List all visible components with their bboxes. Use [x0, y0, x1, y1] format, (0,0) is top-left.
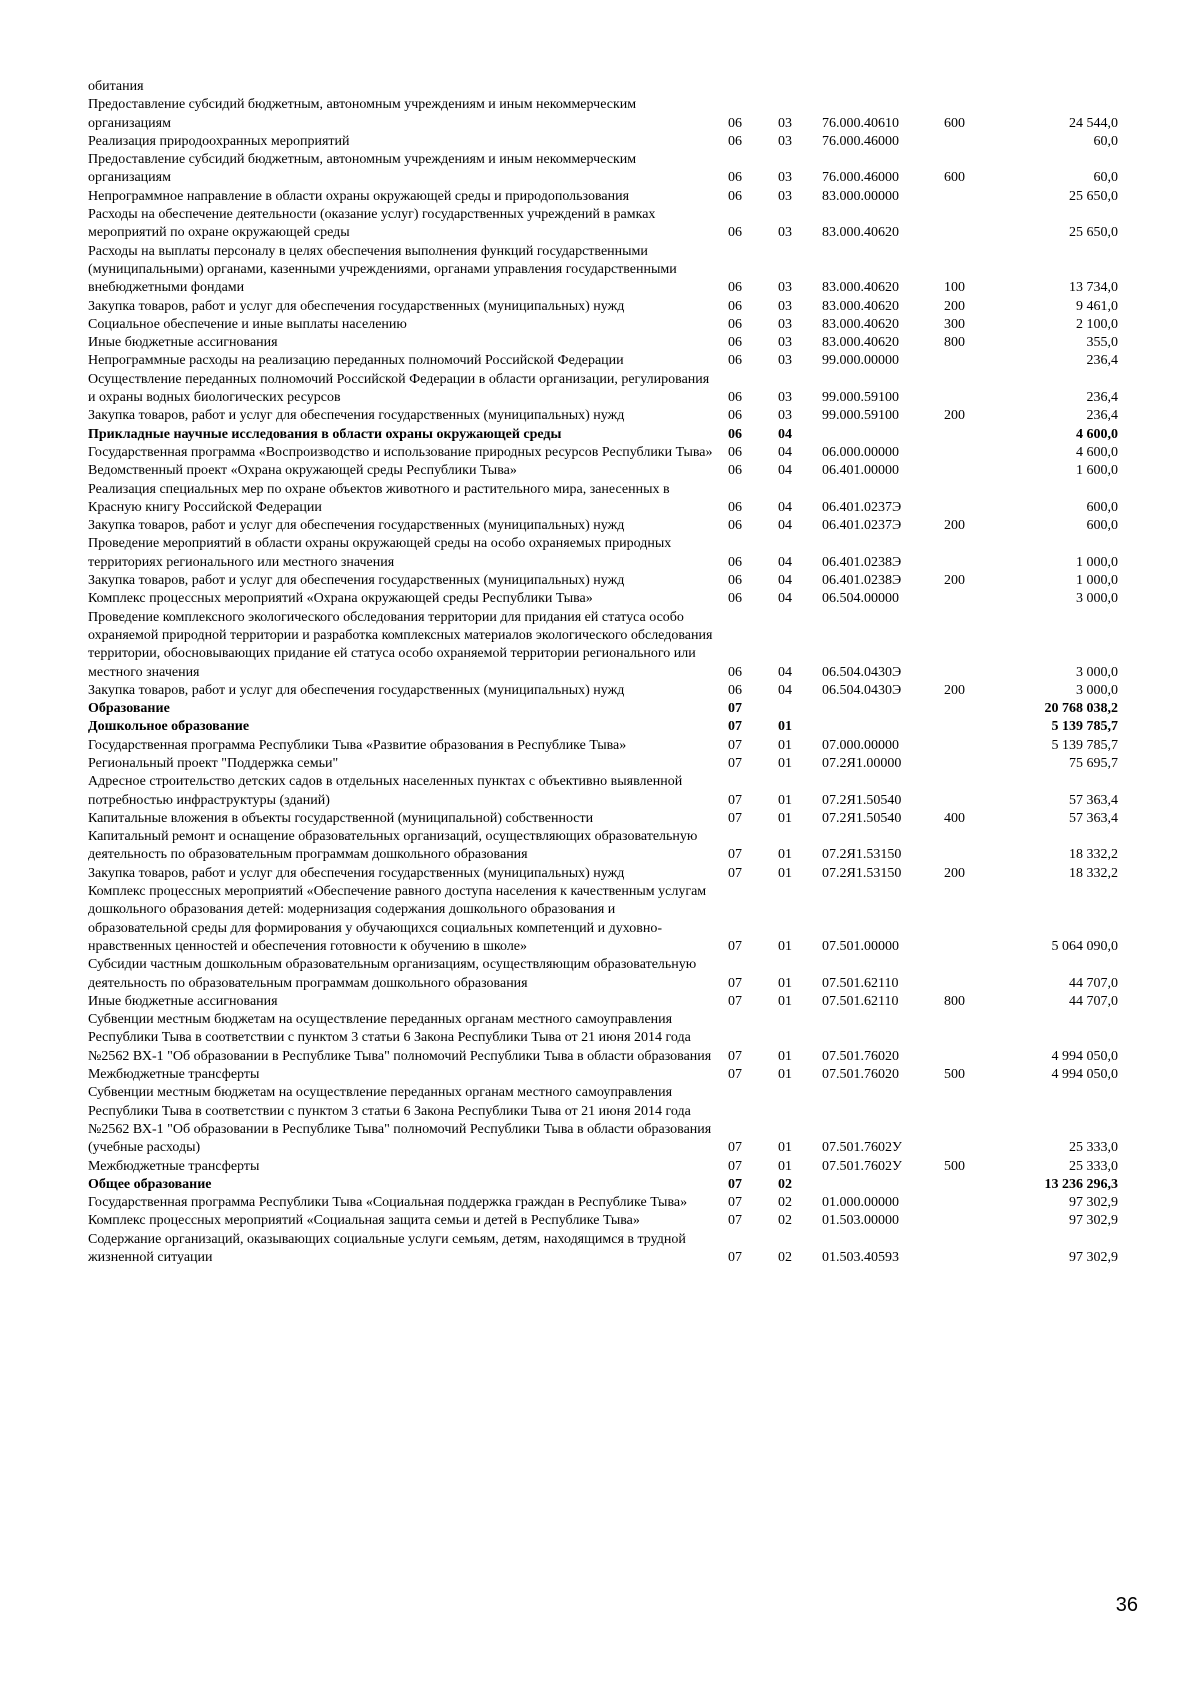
row-target-article-code: 07.2Я1.50540	[822, 792, 902, 808]
row-name: Государственная программа Республики Тыва «Социальная поддержка граждан в Республике Тыва»	[88, 1195, 688, 1211]
row-name: Образование	[88, 701, 170, 717]
row-target-article-code	[822, 78, 938, 96]
row-expense-type-code	[938, 737, 998, 755]
row-amount: 1 600,0	[1076, 463, 1118, 479]
row-name: Реализация специальных мер по охране объектов животного и растительного мира, занесенных в Красную книгу Российской Федерации	[88, 481, 670, 515]
row-amount: 600,0	[1086, 518, 1118, 534]
row-section-code: 07	[728, 975, 742, 991]
row-subsection-code: 03	[778, 298, 792, 314]
row-expense-type-code: 500	[944, 1067, 965, 1083]
row-expense-type-code	[938, 1084, 998, 1157]
row-section-code: 06	[728, 170, 742, 186]
row-name: Расходы на обеспечение деятельности (оказание услуг) государственных учреждений в рамках мероприятий по охране окружающей среды	[88, 207, 656, 241]
row-subsection-code: 01	[778, 737, 792, 753]
row-section-code: 07	[728, 1140, 742, 1156]
row-expense-type-code: 600	[944, 170, 965, 186]
row-expense-type-code	[938, 609, 998, 682]
row-name: Прикладные научные исследования в области охраны окружающей среды	[88, 426, 562, 442]
table-row	[88, 572, 1118, 590]
row-target-article-code	[822, 700, 938, 718]
row-subsection-code: 04	[778, 444, 792, 460]
row-name: Предоставление субсидий бюджетным, автономным учреждениям и иным некоммерческим организациям	[88, 152, 637, 186]
row-subsection-code: 03	[778, 115, 792, 131]
row-target-article-code: 06.401.00000	[822, 463, 899, 479]
row-expense-type-code	[938, 481, 998, 518]
row-subsection-code: 01	[778, 1140, 792, 1156]
row-target-article-code: 99.000.00000	[822, 353, 899, 369]
row-name: Комплекс процессных мероприятий «Социальная защита семьи и детей в Республике Тыва»	[88, 1213, 640, 1229]
row-expense-type-code: 200	[944, 865, 965, 881]
row-target-article-code: 07.501.76020	[822, 1067, 899, 1083]
row-expense-type-code	[938, 828, 998, 865]
table-row	[88, 1194, 1118, 1212]
row-amount: 600,0	[1086, 499, 1118, 515]
row-amount: 97 302,9	[1069, 1195, 1118, 1211]
row-amount: 4 994 050,0	[1051, 1067, 1118, 1083]
row-amount: 57 363,4	[1069, 792, 1118, 808]
row-section-code: 07	[728, 1158, 742, 1174]
row-amount: 18 332,2	[1069, 847, 1118, 863]
row-subsection-code: 03	[778, 188, 792, 204]
row-amount: 5 139 785,7	[1051, 719, 1118, 735]
row-subsection-code: 01	[778, 975, 792, 991]
row-name: Ведомственный проект «Охрана окружающей среды Республики Тыва»	[88, 463, 517, 479]
row-name: Капитальные вложения в объекты государственной (муниципальной) собственности	[88, 810, 594, 826]
row-target-article-code: 06.401.0238Э	[822, 554, 902, 570]
row-expense-type-code	[938, 371, 998, 408]
row-amount: 25 650,0	[1069, 188, 1118, 204]
row-expense-type-code: 200	[944, 408, 965, 424]
row-name: Содержание организаций, оказывающих социальные услуги семьям, детям, находящимся в трудной жизненной ситуации	[88, 1231, 686, 1265]
row-expense-type-code	[938, 188, 998, 206]
row-target-article-code: 07.2Я1.00000	[822, 755, 902, 771]
row-subsection-code: 04	[778, 499, 792, 515]
row-name: Региональный проект "Поддержка семьи"	[88, 755, 339, 771]
row-expense-type-code	[938, 426, 998, 444]
table-row	[88, 718, 1118, 736]
row-amount: 24 544,0	[1069, 115, 1118, 131]
row-expense-type-code: 600	[944, 115, 965, 131]
row-target-article-code: 06.000.00000	[822, 444, 899, 460]
row-target-article-code: 07.501.62110	[822, 975, 899, 991]
row-amount: 3 000,0	[1076, 682, 1118, 698]
row-subsection-code: 03	[778, 408, 792, 424]
row-target-article-code	[822, 718, 938, 736]
table-row	[88, 755, 1118, 773]
row-section-code: 06	[728, 316, 742, 332]
row-section-code: 07	[728, 847, 742, 863]
row-subsection-code: 02	[778, 1176, 792, 1192]
row-subsection-code: 04	[778, 591, 792, 607]
row-section-code: 06	[728, 280, 742, 296]
table-row	[88, 371, 1118, 408]
row-subsection-code: 04	[778, 426, 792, 442]
table-row	[88, 1158, 1118, 1176]
row-section-code: 06	[728, 426, 742, 442]
row-expense-type-code	[938, 590, 998, 608]
row-target-article-code: 07.2Я1.50540	[822, 810, 902, 826]
row-section-code: 06	[728, 518, 742, 534]
row-target-article-code: 83.000.40620	[822, 298, 899, 314]
table-row	[88, 1066, 1118, 1084]
row-subsection-code: 01	[778, 810, 792, 826]
row-target-article-code: 06.504.00000	[822, 591, 899, 607]
row-subsection-code: 01	[778, 993, 792, 1009]
row-name: Государственная программа «Воспроизводство и использование природных ресурсов Республики Тыва»	[88, 444, 713, 460]
row-name: Закупка товаров, работ и услуг для обеспечения государственных (муниципальных) нужд	[88, 408, 625, 424]
row-name: Комплекс процессных мероприятий «Обеспечение равного доступа населения к качественным услугам дошкольного образования детей: модернизация содержания дошкольного образования и образовательной среды для формирования у обучающихся социальных компетенций и духовно-нравственных ценностей и обеспечения готовности к обучению в школе»	[88, 884, 707, 954]
table-row	[88, 535, 1118, 572]
row-amount: 1 000,0	[1076, 554, 1118, 570]
row-expense-type-code: 800	[944, 993, 965, 1009]
row-target-article-code: 07.501.7602У	[822, 1158, 902, 1174]
row-name: Дошкольное образование	[88, 719, 250, 735]
budget-table	[88, 78, 1118, 1267]
row-subsection-code: 04	[778, 463, 792, 479]
table-row	[88, 151, 1118, 188]
row-target-article-code: 99.000.59100	[822, 408, 899, 424]
table-row	[88, 956, 1118, 993]
row-section-code: 06	[728, 225, 742, 241]
row-expense-type-code	[938, 773, 998, 810]
row-subsection-code: 04	[778, 664, 792, 680]
row-target-article-code: 01.503.00000	[822, 1213, 899, 1229]
row-name: Адресное строительство детских садов в отдельных населенных пунктах с объективно выявленной потребностью инфраструктуры (зданий)	[88, 774, 683, 808]
row-section-code: 07	[728, 737, 742, 753]
table-row	[88, 737, 1118, 755]
row-subsection-code: 01	[778, 938, 792, 954]
row-name: Субсидии частным дошкольным образовательным организациям, осуществляющим образовательную деятельность по образовательным программам дошкольного образования	[88, 957, 697, 991]
row-subsection-code: 01	[778, 1048, 792, 1064]
row-amount: 97 302,9	[1069, 1213, 1118, 1229]
row-target-article-code: 76.000.46000	[822, 170, 899, 186]
row-expense-type-code	[938, 1231, 998, 1268]
row-target-article-code	[822, 426, 938, 444]
row-expense-type-code: 200	[944, 573, 965, 589]
row-amount: 4 600,0	[1076, 444, 1118, 460]
row-target-article-code: 01.503.40593	[822, 1250, 899, 1265]
row-section-code: 06	[728, 444, 742, 460]
row-expense-type-code: 400	[944, 810, 965, 826]
row-target-article-code: 76.000.46000	[822, 133, 899, 149]
row-section-code: 06	[728, 390, 742, 406]
row-subsection-code: 01	[778, 1067, 792, 1083]
table-row	[88, 1212, 1118, 1230]
row-name: Комплекс процессных мероприятий «Охрана окружающей среды Республики Тыва»	[88, 591, 593, 607]
row-name: Субвенции местным бюджетам на осуществление переданных органам местного самоуправления Республики Тыва в соответствии с пунктом 3 статьи 6 Закона Республики Тыва от 21 июня 2014 года №2562 ВХ-1 "Об образовании в Республике Тыва" полномочий Республики Тыва в области образования (учебные расходы)	[88, 1085, 712, 1156]
row-section-code: 07	[728, 1176, 742, 1192]
row-subsection-code	[774, 78, 822, 96]
row-amount: 4 994 050,0	[1051, 1048, 1118, 1064]
row-target-article-code: 99.000.59100	[822, 390, 899, 406]
row-expense-type-code	[938, 78, 998, 96]
row-amount: 2 100,0	[1076, 316, 1118, 332]
table-row	[88, 444, 1118, 462]
row-name: Межбюджетные трансферты	[88, 1067, 260, 1083]
table-row	[88, 316, 1118, 334]
row-section-code: 06	[728, 408, 742, 424]
row-name: Закупка товаров, работ и услуг для обеспечения государственных (муниципальных) нужд	[88, 573, 625, 589]
row-name: Межбюджетные трансферты	[88, 1158, 260, 1174]
row-target-article-code: 07.000.00000	[822, 737, 899, 753]
row-name: Капитальный ремонт и оснащение образовательных организаций, осуществляющих образовательную деятельность по образовательным программам дошкольного образования	[88, 829, 698, 863]
row-amount: 44 707,0	[1069, 993, 1118, 1009]
table-row	[88, 773, 1118, 810]
row-expense-type-code: 800	[944, 335, 965, 351]
row-expense-type-code: 100	[944, 280, 965, 296]
row-target-article-code: 01.000.00000	[822, 1195, 899, 1211]
table-row	[88, 1176, 1118, 1194]
row-expense-type-code	[938, 535, 998, 572]
row-section-code: 07	[728, 701, 742, 717]
row-name: обитания	[88, 79, 144, 94]
row-name: Закупка товаров, работ и услуг для обеспечения государственных (муниципальных) нужд	[88, 682, 625, 698]
row-expense-type-code: 500	[944, 1158, 965, 1174]
row-subsection-code: 04	[778, 518, 792, 534]
row-amount: 3 000,0	[1076, 591, 1118, 607]
row-expense-type-code	[938, 444, 998, 462]
row-name: Государственная программа Республики Тыва «Развитие образования в Республике Тыва»	[88, 737, 627, 753]
row-section-code: 07	[728, 1213, 742, 1229]
row-section-code: 06	[728, 335, 742, 351]
row-section-code: 06	[728, 353, 742, 369]
row-name: Предоставление субсидий бюджетным, автономным учреждениям и иным некоммерческим организациям	[88, 97, 637, 131]
row-section-code: 06	[728, 298, 742, 314]
row-subsection-code: 03	[778, 280, 792, 296]
row-expense-type-code	[938, 700, 998, 718]
row-section-code: 06	[728, 591, 742, 607]
row-subsection-code: 04	[778, 554, 792, 570]
page-number: 36	[1115, 1594, 1138, 1616]
row-amount: 5 139 785,7	[1051, 737, 1118, 753]
table-row	[88, 517, 1118, 535]
row-amount: 236,4	[1086, 353, 1118, 369]
row-section-code: 06	[728, 664, 742, 680]
table-row	[88, 1011, 1118, 1066]
row-subsection-code: 03	[778, 170, 792, 186]
row-name: Иные бюджетные ассигнования	[88, 993, 278, 1009]
row-section-code: 06	[728, 133, 742, 149]
row-section-code: 07	[728, 810, 742, 826]
row-section-code: 07	[728, 1195, 742, 1211]
table-row	[88, 993, 1118, 1011]
row-subsection-code: 04	[778, 573, 792, 589]
row-name: Реализация природоохранных мероприятий	[88, 133, 350, 149]
row-target-article-code: 07.501.7602У	[822, 1140, 902, 1156]
table-row	[88, 700, 1118, 718]
row-name: Непрограммные расходы на реализацию переданных полномочий Российской Федерации	[88, 353, 624, 369]
budget-table-body	[88, 78, 1118, 1267]
row-section-code: 07	[728, 1048, 742, 1064]
row-section-code: 07	[728, 719, 742, 735]
row-subsection-code: 03	[778, 335, 792, 351]
row-target-article-code: 83.000.40620	[822, 225, 899, 241]
row-amount: 60,0	[1093, 170, 1118, 186]
row-subsection-code: 03	[778, 225, 792, 241]
table-row	[88, 810, 1118, 828]
table-row	[88, 78, 1118, 96]
row-name: Иные бюджетные ассигнования	[88, 335, 278, 351]
row-target-article-code: 83.000.40620	[822, 280, 899, 296]
row-subsection-code: 03	[778, 133, 792, 149]
row-expense-type-code	[938, 1176, 998, 1194]
row-target-article-code: 07.501.00000	[822, 938, 899, 954]
table-row	[88, 462, 1118, 480]
row-subsection-code: 01	[778, 755, 792, 771]
row-section-code: 06	[728, 499, 742, 515]
row-section-code: 06	[728, 115, 742, 131]
row-expense-type-code	[938, 1212, 998, 1230]
row-subsection-code: 01	[778, 865, 792, 881]
row-target-article-code: 83.000.00000	[822, 188, 899, 204]
row-subsection-code: 01	[778, 847, 792, 863]
row-target-article-code: 06.401.0238Э	[822, 573, 902, 589]
row-name: Проведение мероприятий в области охраны окружающей среды на особо охраняемых природных территориях регионального или местного значения	[88, 536, 672, 570]
row-amount	[998, 78, 1118, 96]
row-expense-type-code	[938, 1194, 998, 1212]
row-subsection-code: 02	[778, 1195, 792, 1211]
row-expense-type-code	[938, 206, 998, 243]
row-amount: 13 734,0	[1069, 280, 1118, 296]
row-target-article-code: 07.501.76020	[822, 1048, 899, 1064]
row-expense-type-code	[938, 755, 998, 773]
row-expense-type-code	[938, 956, 998, 993]
table-row	[88, 407, 1118, 425]
row-subsection-code	[774, 700, 822, 718]
row-section-code: 07	[728, 1067, 742, 1083]
row-amount: 3 000,0	[1076, 664, 1118, 680]
row-name: Субвенции местным бюджетам на осуществление переданных органам местного самоуправления Республики Тыва в соответствии с пунктом 3 статьи 6 Закона Республики Тыва от 21 июня 2014 года №2562 ВХ-1 "Об образовании в Республике Тыва" полномочий Республики Тыва в области образования	[88, 1012, 712, 1064]
row-name: Закупка товаров, работ и услуг для обеспечения государственных (муниципальных) нужд	[88, 298, 625, 314]
row-expense-type-code	[938, 352, 998, 370]
row-target-article-code: 06.401.0237Э	[822, 518, 902, 534]
table-row	[88, 828, 1118, 865]
row-subsection-code: 03	[778, 316, 792, 332]
row-section-code: 06	[728, 554, 742, 570]
row-expense-type-code	[938, 133, 998, 151]
row-amount: 18 332,2	[1069, 865, 1118, 881]
row-amount: 236,4	[1086, 408, 1118, 424]
table-row	[88, 298, 1118, 316]
table-row	[88, 243, 1118, 298]
row-subsection-code: 01	[778, 719, 792, 735]
row-name: Проведение комплексного экологического обследования территории для придания ей статуса особо охраняемой природной территории и разработка комплексных материалов экологического обследования территории, обосновывающих придание ей статуса особо охраняемой территории регионального или местного значения	[88, 609, 713, 680]
row-section-code: 07	[728, 1250, 742, 1265]
row-target-article-code: 06.504.0430Э	[822, 682, 902, 698]
row-target-article-code: 83.000.40620	[822, 316, 899, 332]
row-section-code: 07	[728, 865, 742, 881]
row-target-article-code: 06.504.0430Э	[822, 664, 902, 680]
table-row	[88, 352, 1118, 370]
row-subsection-code: 02	[778, 1213, 792, 1229]
row-name: Осуществление переданных полномочий Российской Федерации в области организации, регулирования и охраны водных биологических ресурсов	[88, 371, 710, 406]
table-row	[88, 206, 1118, 243]
row-amount: 1 000,0	[1076, 573, 1118, 589]
row-target-article-code	[822, 1176, 938, 1194]
row-section-code: 06	[728, 573, 742, 589]
row-expense-type-code	[938, 1011, 998, 1066]
row-amount: 355,0	[1086, 335, 1118, 351]
row-target-article-code: 07.501.62110	[822, 993, 899, 1009]
row-amount: 25 333,0	[1069, 1158, 1118, 1174]
row-target-article-code: 07.2Я1.53150	[822, 847, 902, 863]
row-section-code: 07	[728, 755, 742, 771]
row-target-article-code: 07.2Я1.53150	[822, 865, 902, 881]
row-amount: 57 363,4	[1069, 810, 1118, 826]
row-amount: 25 650,0	[1069, 225, 1118, 241]
row-expense-type-code	[938, 883, 998, 956]
row-expense-type-code: 200	[944, 298, 965, 314]
row-name: Закупка товаров, работ и услуг для обеспечения государственных (муниципальных) нужд	[88, 865, 625, 881]
row-section-code: 07	[728, 792, 742, 808]
row-name: Расходы на выплаты персоналу в целях обеспечения выполнения функций государственными (муниципальными) органами, казенными учреждениями, органами управления государственными внебюджетными фондами	[88, 243, 677, 296]
table-row	[88, 96, 1118, 133]
row-name: Общее образование	[88, 1176, 212, 1192]
table-row	[88, 188, 1118, 206]
table-row	[88, 865, 1118, 883]
row-section-code	[724, 78, 774, 96]
row-amount: 25 333,0	[1069, 1140, 1118, 1156]
table-row	[88, 1231, 1118, 1268]
row-subsection-code: 02	[778, 1250, 792, 1265]
row-name: Закупка товаров, работ и услуг для обеспечения государственных (муниципальных) нужд	[88, 518, 625, 534]
table-row	[88, 133, 1118, 151]
row-expense-type-code: 200	[944, 518, 965, 534]
row-amount: 60,0	[1093, 133, 1118, 149]
row-section-code: 06	[728, 188, 742, 204]
row-target-article-code: 83.000.40620	[822, 335, 899, 351]
row-subsection-code: 04	[778, 682, 792, 698]
row-amount: 5 064 090,0	[1051, 938, 1118, 954]
table-row	[88, 334, 1118, 352]
row-amount: 236,4	[1086, 390, 1118, 406]
row-expense-type-code	[938, 718, 998, 736]
row-amount: 97 302,9	[1069, 1250, 1118, 1265]
row-subsection-code: 03	[778, 390, 792, 406]
row-subsection-code: 01	[778, 1158, 792, 1174]
row-name: Непрограммное направление в области охраны окружающей среды и природопользования	[88, 188, 630, 204]
row-subsection-code: 03	[778, 353, 792, 369]
table-row	[88, 426, 1118, 444]
row-amount: 9 461,0	[1076, 298, 1118, 314]
table-row	[88, 481, 1118, 518]
table-row	[88, 590, 1118, 608]
row-amount: 20 768 038,2	[1044, 701, 1118, 717]
row-expense-type-code: 300	[944, 316, 965, 332]
row-amount: 44 707,0	[1069, 975, 1118, 991]
row-amount: 75 695,7	[1069, 755, 1118, 771]
row-amount: 13 236 296,3	[1044, 1176, 1118, 1192]
row-section-code: 07	[728, 993, 742, 1009]
row-section-code: 06	[728, 682, 742, 698]
table-row	[88, 682, 1118, 700]
row-name: Социальное обеспечение и иные выплаты населению	[88, 316, 407, 332]
row-amount: 4 600,0	[1076, 426, 1118, 442]
row-section-code: 07	[728, 938, 742, 954]
row-section-code: 06	[728, 463, 742, 479]
row-target-article-code: 06.401.0237Э	[822, 499, 902, 515]
row-expense-type-code	[938, 462, 998, 480]
table-row	[88, 1084, 1118, 1157]
table-row	[88, 609, 1118, 682]
row-target-article-code: 76.000.40610	[822, 115, 899, 131]
table-row	[88, 883, 1118, 956]
row-subsection-code: 01	[778, 792, 792, 808]
row-expense-type-code: 200	[944, 682, 965, 698]
